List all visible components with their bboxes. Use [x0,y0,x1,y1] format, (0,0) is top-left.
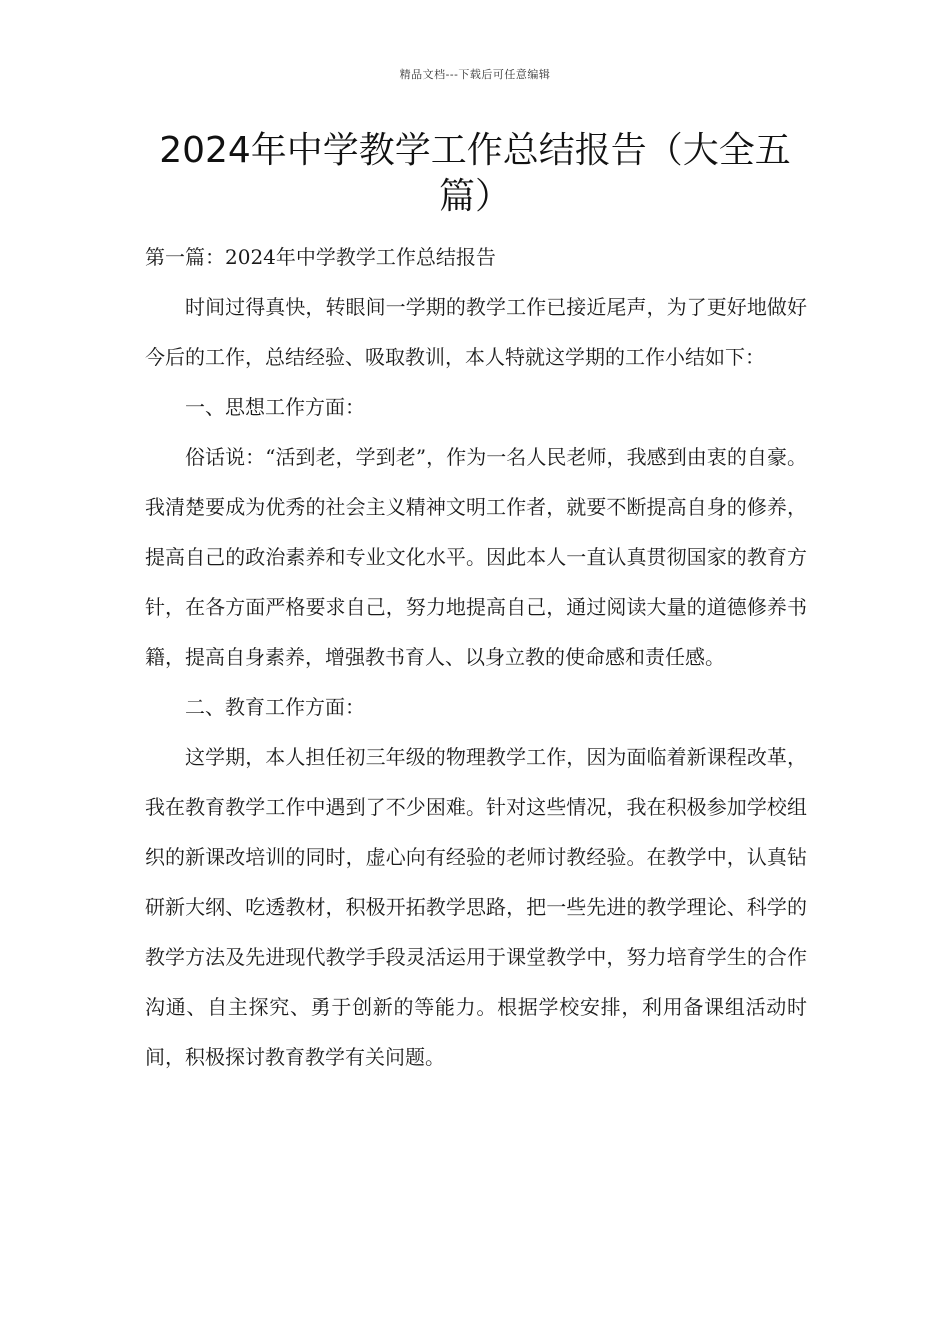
document-title: 2024年中学教学工作总结报告（大全五篇） [159,130,791,217]
document-body [145,232,807,1082]
paragraph-intro: 时间过得真快，转眼间一学期的教学工作已接近尾声，为了更好地做好今后的工作，总结经验、吸取教训，本人特就这学期的工作小结如下： [145,295,807,369]
section-title: 第一篇：2024年中学教学工作总结报告 [145,245,496,269]
paragraph-thought-work: 俗话说：“活到老，学到老”，作为一名人民老师，我感到由衷的自豪。我清楚要成为优秀的社会主义精神文明工作者，就要不断提高自身的修养，提高自己的政治素养和专业文化水平。因此本人一直认真贯彻国家的教育方针，在各方面严格要求自己，努力地提高自己，通过阅读大量的道德修养书籍，提高自身素养，增强教书育人、以身立教的使命感和责任感。 [145,445,807,669]
paragraph-education-work: 这学期，本人担任初三年级的物理教学工作，因为面临着新课程改革，我在教育教学工作中遇到了不少困难。针对这些情况，我在积极参加学校组织的新课改培训的同时，虚心向有经验的老师讨教经验。在教学中，认真钻研新大纲、吃透教材，积极开拓教学思路，把一些先进的教学理论、科学的教学方法及先进现代教学手段灵活运用于课堂教学中，努力培育学生的合作沟通、自主探究、勇于创新的等能力。根据学校安排，利用备课组活动时间，积极探讨教育教学有关问题。 [145,745,807,1069]
subheading-thought-work: 一、思想工作方面： [185,395,365,419]
subheading-education-work: 二、教育工作方面： [185,695,365,719]
header-note: 精品文档---下载后可任意编辑 [399,68,551,81]
